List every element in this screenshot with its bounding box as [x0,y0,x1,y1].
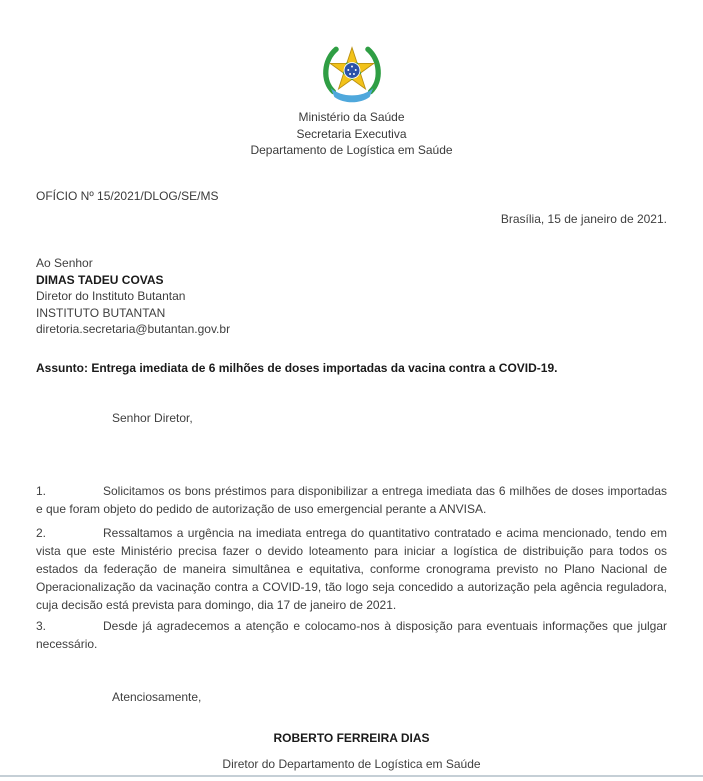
paragraph-text: Solicitamos os bons préstimos para disponibilizar a entrega imediata das 6 milhões de doses importadas e que foram objeto do pedido de autorização de uso emergencial perante a ANVISA. [36,484,667,516]
paragraph-text: Ressaltamos a urgência na imediata entrega do quantitativo contratado e acima mencionado, tendo em vista que este Ministério precisa fazer o devido loteamento para iniciar a logística de distribuição para todos os estados da federação de maneira simultânea e equitativa, conforme cronograma previsto no Plano Nacional de Operacionalização da vacinação contra a COVID-19, tão logo seja concedido a autorização pela agência reguladora, cuja decisão está prevista para domingo, dia 17 de janeiro de 2021. [36,526,667,612]
body-paragraph-2 [36,524,667,614]
document-reference: OFÍCIO Nº 15/2021/DLOG/SE/MS [36,189,219,203]
addressee-salutation: Ao Senhor [36,256,93,270]
ministry-name: Ministério da Saúde [298,110,405,124]
celestial-globe [344,63,360,79]
paragraph-number: 3. [36,619,47,633]
brazil-coat-of-arms-icon [320,44,384,104]
subject-line: Assunto: Entrega imediata de 6 milhões de doses importadas da vacina contra a COVID-19. [36,361,558,375]
addressee-title: Diretor do Instituto Butantan [36,289,186,303]
addressee-block [36,255,230,338]
signatory-title: Diretor do Departamento de Logística em Saúde [222,757,481,771]
secretariat-name: Secretaria Executiva [296,126,407,141]
wreath-right-branch [367,49,377,91]
dateline: Brasília, 15 de janeiro de 2021. [500,212,667,226]
body-paragraph-1 [36,482,667,518]
greeting: Senhor Diretor, [112,411,193,425]
wreath-left-branch [325,49,335,91]
paragraph-number: 1. [36,484,47,498]
brazil-coat-of-arms-svg [320,44,384,104]
ribbon-banner [330,88,372,102]
letterhead-org-block [0,109,703,159]
paragraph-text: Desde já agradecemos a atenção e colocamo-nos à disposição para eventuais informações que julgar necessário. [36,619,667,651]
paragraph-number: 2. [36,526,47,540]
signatory-name: ROBERTO FERREIRA DIAS [273,731,430,745]
page-bottom-border [0,775,703,777]
addressee-email: diretoria.secretaria@butantan.gov.br [36,322,231,336]
addressee-name: DIMAS TADEU COVAS [36,272,164,287]
addressee-organization: INSTITUTO BUTANTAN [36,305,166,320]
closing-salutation: Atenciosamente, [112,690,202,704]
body-paragraph-3 [36,617,667,653]
department-name: Departamento de Logística em Saúde [250,143,453,157]
